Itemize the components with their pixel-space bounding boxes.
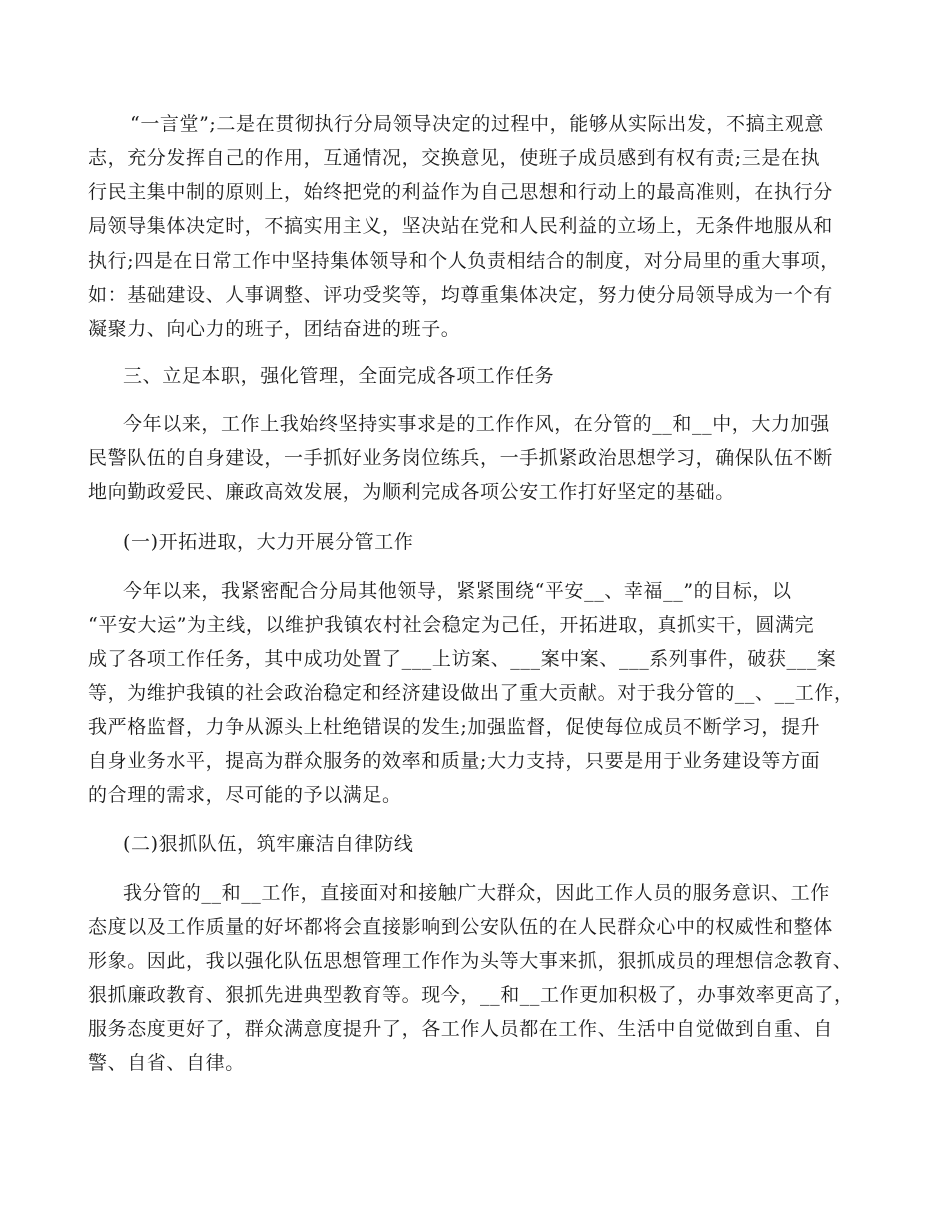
- text-line: 服务态度更好了，群众满意度提升了，各工作人员都在工作、生活中自觉做到自重、自: [88, 1018, 833, 1040]
- subsection-heading: (一)开拓进取，大力开展分管工作: [123, 531, 414, 553]
- text-line: 今年以来，我紧密配合分局其他领导，紧紧围绕“平安__、幸福__”的目标，以: [123, 580, 792, 602]
- text-line: 地向勤政爱民、廉政高效发展，为顺利完成各项公安工作打好坚定的基础。: [88, 481, 735, 503]
- text-line: 凝聚力、向心力的班子，团结奋进的班子。: [88, 318, 461, 340]
- text-line: 的合理的需求，尽可能的予以满足。: [88, 784, 402, 806]
- text-line: 等，为维护我镇的社会政治稳定和经济建设做出了重大贡献。对于我分管的__、__工作，: [88, 682, 854, 704]
- text-line: 民警队伍的自身建设，一手抓好业务岗位练兵，一手抓紧政治思想学习，确保队伍不断: [88, 447, 833, 469]
- text-line: 狠抓廉政教育、狠抓先进典型教育等。现今，__和__工作更加积极了，办事效率更高了，: [88, 984, 854, 1006]
- text-line: 志，充分发挥自己的作用，互通情况，交换意见，使班子成员感到有权有责;三是在执: [88, 147, 821, 169]
- text-line: 如：基础建设、人事调整、评功受奖等，均尊重集体决定，努力使分局领导成为一个有: [88, 284, 833, 306]
- text-line: 自身业务水平，提高为群众服务的效率和质量;大力支持，只要是用于业务建设等方面: [88, 750, 821, 772]
- text-line: 行民主集中制的原则上，始终把党的利益作为自己思想和行动上的最高准则，在执行分: [88, 181, 833, 203]
- text-line: 我严格监督，力争从源头上杜绝错误的发生;加强监督，促使每位成员不断学习，提升: [88, 716, 821, 738]
- text-line: “平安大运”为主线，以维护我镇农村社会稳定为己任，开拓进取，真抓实干，圆满完: [88, 614, 815, 636]
- section-heading: 三、立足本职，强化管理，全面完成各项工作任务: [123, 365, 555, 387]
- text-line: 形象。因此，我以强化队伍思想管理工作作为头等大事来抓，狠抓成员的理想信念教育、: [88, 950, 853, 972]
- text-line: 我分管的__和__工作，直接面对和接触广大群众，因此工作人员的服务意识、工作: [123, 882, 830, 904]
- text-line: 局领导集体决定时，不搞实用主义，坚决站在党和人民利益的立场上，无条件地服从和: [88, 215, 833, 237]
- text-line: 警、自省、自律。: [88, 1052, 245, 1074]
- text-line: “一言堂”;二是在贯彻执行分局领导决定的过程中，能够从实际出发，不搞主观意: [130, 113, 825, 135]
- subsection-heading: (二)狠抓队伍，筑牢廉洁自律防线: [123, 833, 414, 855]
- text-line: 态度以及工作质量的好坏都将会直接影响到公安队伍的在人民群众心中的权威性和整体: [88, 916, 833, 938]
- text-line: 成了各项工作任务，其中成功处置了___上访案、___案中案、___系列事件，破获___案: [88, 648, 837, 670]
- text-line: 执行;四是在日常工作中坚持集体领导和个人负责相结合的制度，对分局里的重大事项，: [88, 250, 840, 272]
- text-line: 今年以来，工作上我始终坚持实事求是的工作作风，在分管的__和__中，大力加强: [123, 413, 830, 435]
